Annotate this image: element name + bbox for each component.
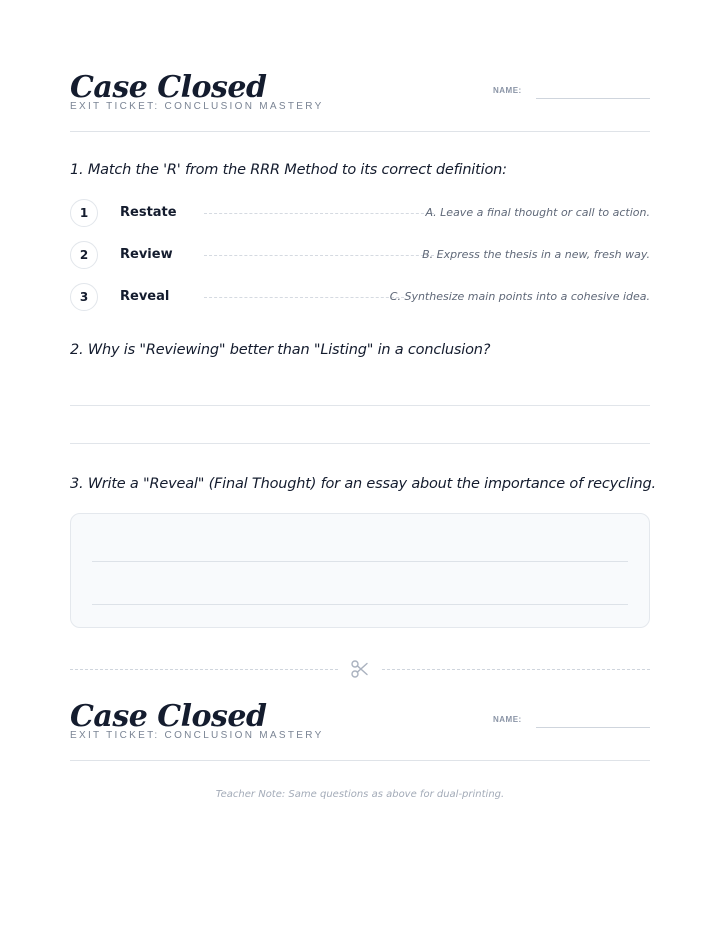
match-row bbox=[70, 241, 650, 269]
copy-name-field-line[interactable] bbox=[536, 727, 650, 728]
answer-line-1[interactable] bbox=[70, 405, 650, 406]
scissors-icon bbox=[350, 659, 370, 679]
cut-line bbox=[70, 669, 650, 671]
match-connector-line[interactable] bbox=[204, 255, 434, 256]
exit-ticket-page bbox=[70, 0, 656, 932]
ticket-subtitle: EXIT TICKET: CONCLUSION MASTERY bbox=[70, 101, 324, 112]
name-field-line[interactable] bbox=[536, 98, 650, 99]
match-number-badge: 1 bbox=[70, 199, 98, 227]
writing-line bbox=[92, 604, 628, 605]
match-row bbox=[70, 283, 650, 311]
ticket-title: Case Closed bbox=[70, 70, 267, 105]
match-definition: C. Synthesize main points into a cohesive idea. bbox=[389, 290, 650, 303]
match-term: Review bbox=[120, 247, 173, 262]
match-term: Restate bbox=[120, 205, 177, 220]
name-label: NAME: bbox=[493, 86, 522, 95]
match-connector-line[interactable] bbox=[204, 297, 404, 298]
match-row bbox=[70, 199, 650, 227]
question-2-prompt: 2. Why is "Reviewing" better than "Listing" in a conclusion? bbox=[70, 342, 491, 358]
match-connector-line[interactable] bbox=[204, 213, 434, 214]
match-number-badge: 3 bbox=[70, 283, 98, 311]
question-1-prompt: 1. Match the 'R' from the RRR Method to its correct definition: bbox=[70, 162, 507, 178]
ticket-header bbox=[70, 70, 650, 132]
reveal-answer-box[interactable] bbox=[70, 513, 650, 628]
copy-name-label: NAME: bbox=[493, 715, 522, 724]
match-definition: B. Express the thesis in a new, fresh way. bbox=[422, 248, 650, 261]
copy-ticket-header bbox=[70, 699, 650, 761]
match-term: Reveal bbox=[120, 289, 170, 304]
question-3-prompt: 3. Write a "Reveal" (Final Thought) for an essay about the importance of recycling. bbox=[70, 476, 656, 492]
answer-line-2[interactable] bbox=[70, 443, 650, 444]
teacher-note: Teacher Note: Same questions as above for dual-printing. bbox=[215, 789, 505, 800]
cut-dash-right bbox=[382, 669, 650, 670]
writing-line bbox=[92, 561, 628, 562]
copy-ticket-subtitle: EXIT TICKET: CONCLUSION MASTERY bbox=[70, 730, 324, 741]
match-number-badge: 2 bbox=[70, 241, 98, 269]
copy-ticket-title: Case Closed bbox=[70, 699, 267, 734]
match-definition: A. Leave a final thought or call to action. bbox=[425, 206, 650, 219]
cut-dash-left bbox=[70, 669, 338, 670]
